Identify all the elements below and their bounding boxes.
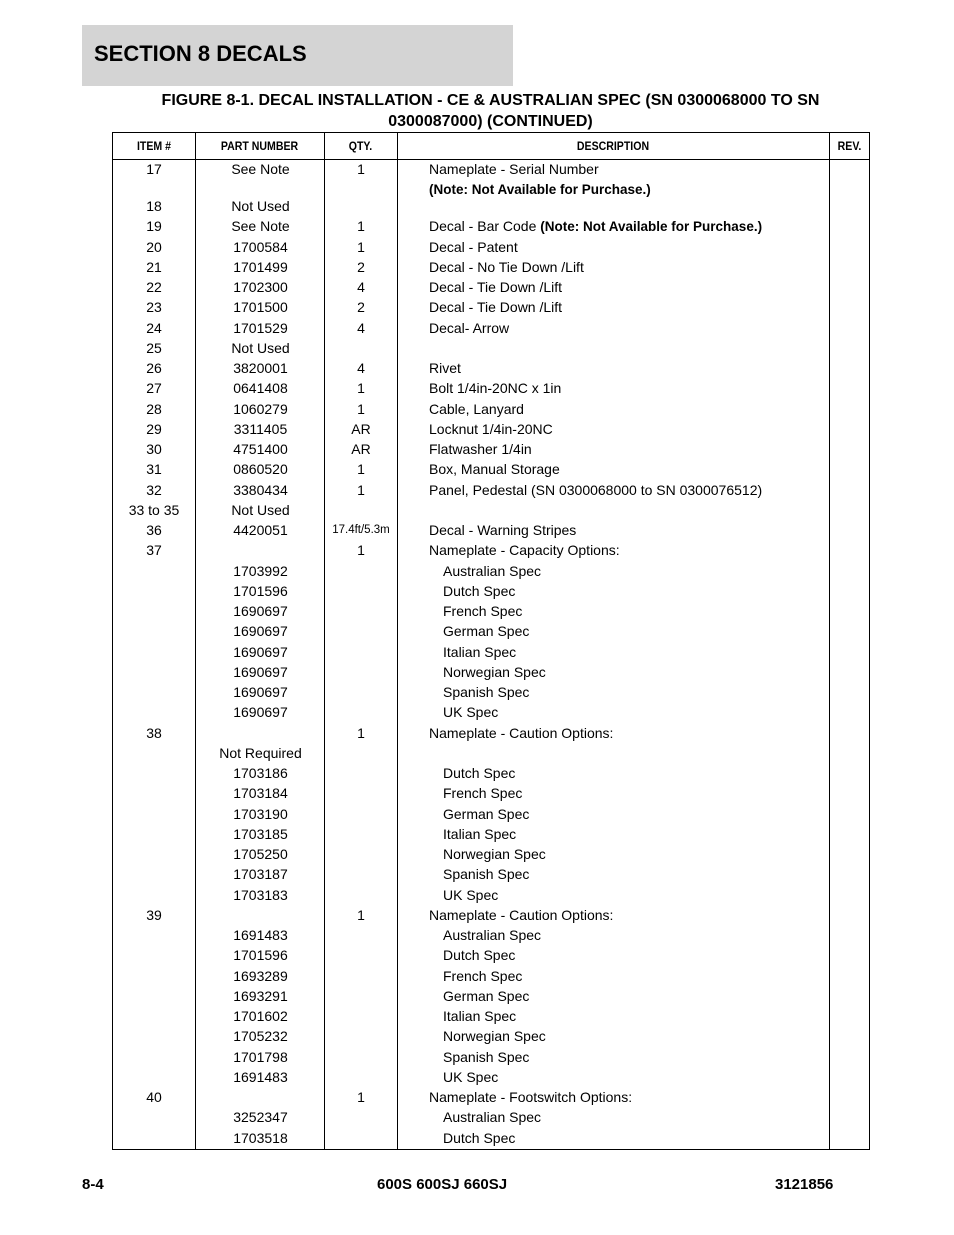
table-row (113, 945, 869, 965)
table-row (113, 520, 869, 540)
description-text: Dutch Spec (443, 1129, 516, 1146)
description (429, 378, 561, 398)
description-text: French Spec (443, 785, 523, 802)
part-number: Not Used (231, 339, 290, 356)
part-number: 1690697 (233, 663, 288, 680)
section-title: SECTION 8 DECALS (94, 41, 307, 66)
quantity: AR (351, 420, 371, 437)
description-text: UK Spec (443, 1068, 499, 1085)
table-row (113, 277, 869, 297)
item-number: 40 (146, 1089, 162, 1105)
description (429, 723, 613, 743)
table-row (113, 601, 869, 621)
table-row (113, 159, 869, 196)
table-row (113, 662, 869, 682)
description-text: Dutch Spec (443, 765, 516, 781)
part-number: 1705232 (233, 1028, 288, 1045)
item-number: 24 (146, 319, 162, 336)
table-row (113, 966, 869, 986)
part-number: 1703183 (233, 886, 288, 903)
description-text: French Spec (443, 967, 523, 984)
description (429, 520, 576, 540)
part-number: 4751400 (233, 441, 288, 457)
description-text: Nameplate - Caution Options: (429, 906, 614, 923)
part-number: 1701596 (233, 582, 288, 599)
table-row (113, 419, 869, 439)
table-row (113, 763, 869, 783)
description-text: Spanish Spec (443, 684, 530, 700)
part-number: 1701499 (233, 258, 288, 275)
description (429, 358, 461, 378)
quantity: 2 (357, 258, 365, 275)
table-row (113, 783, 869, 803)
part-number: 1701596 (233, 947, 288, 964)
part-number: 1701500 (233, 299, 288, 316)
parts-table (112, 132, 870, 1150)
table-row (113, 844, 869, 864)
part-number: 1701602 (233, 1008, 288, 1024)
description-text: German Spec (443, 987, 530, 1004)
description (443, 682, 529, 702)
description-text: UK Spec (443, 704, 499, 721)
quantity: 4 (357, 279, 365, 295)
quantity: 1 (357, 724, 365, 741)
item-number: 28 (146, 400, 162, 417)
quantity: 17.4ft/5.3m (332, 524, 390, 536)
description (429, 540, 620, 560)
description-text: German Spec (443, 623, 530, 640)
part-number: See Note (231, 161, 290, 177)
quantity: 1 (357, 461, 365, 478)
figure-title (112, 90, 869, 132)
table-row (113, 905, 869, 925)
description (429, 480, 762, 500)
description (443, 642, 516, 662)
part-number: 0641408 (233, 380, 288, 397)
item-number: 18 (146, 198, 162, 214)
description-text: Norwegian Spec (443, 1028, 546, 1045)
purchase-note: (Note: Not Available for Purchase.) (429, 182, 651, 197)
table-body (113, 159, 869, 1148)
table-row (113, 196, 869, 216)
table-row (113, 480, 869, 500)
description (443, 864, 529, 884)
item-number: 19 (146, 218, 162, 235)
part-number: 3311405 (233, 420, 288, 437)
table-row (113, 682, 869, 702)
description (443, 621, 529, 641)
description (429, 439, 532, 459)
table-row (113, 338, 869, 358)
description-text: German Spec (443, 805, 530, 822)
description (443, 945, 515, 965)
table-row (113, 621, 869, 641)
part-number: 1701529 (233, 319, 288, 336)
table-row (113, 399, 869, 419)
table-row (113, 581, 869, 601)
table-row (113, 1047, 869, 1067)
description-text: Rivet (429, 360, 461, 376)
description-text: Decal- Arrow (429, 319, 510, 336)
table-row (113, 864, 869, 884)
table-row (113, 743, 869, 763)
part-number: 3380434 (233, 481, 288, 498)
description-text: Decal - Tie Down /Lift (429, 279, 563, 295)
quantity: 1 (357, 1089, 365, 1105)
header-part-number: PART NUMBER (220, 139, 299, 153)
table-row (113, 1006, 869, 1026)
item-number: 26 (146, 360, 162, 376)
description-text: Dutch Spec (443, 947, 516, 964)
description (443, 844, 546, 864)
item-number: 20 (146, 238, 162, 255)
table-row (113, 500, 869, 520)
description-text: Dutch Spec (443, 582, 516, 599)
item-number: 23 (146, 299, 162, 316)
description (429, 459, 560, 479)
table-row (113, 723, 869, 743)
part-number: See Note (231, 218, 290, 235)
description-text: Decal - Tie Down /Lift (429, 299, 563, 316)
part-number: 1703187 (233, 866, 288, 883)
purchase-note: (Note: Not Available for Purchase.) (540, 219, 763, 235)
item-number: 17 (146, 161, 162, 177)
description (443, 1107, 541, 1127)
description (443, 783, 522, 803)
figure-title-line-1: FIGURE 8-1. DECAL INSTALLATION - CE & AUSTRALIAN SPEC (SN 0300068000 TO SN (161, 92, 820, 109)
table-row (113, 216, 869, 236)
description-text: Norwegian Spec (443, 846, 546, 862)
description-text: Australian Spec (443, 927, 542, 943)
description-text: French Spec (443, 603, 523, 619)
table-row (113, 459, 869, 479)
quantity: 1 (357, 161, 365, 177)
description-text: Cable, Lanyard (429, 400, 524, 417)
description (443, 561, 541, 581)
part-number: Not Required (219, 744, 302, 761)
description-text: Spanish Spec (443, 1048, 530, 1065)
part-number: 1703190 (233, 805, 288, 822)
description (443, 804, 529, 824)
part-number: 0860520 (233, 461, 288, 478)
quantity: 1 (357, 400, 365, 417)
description (429, 1087, 632, 1107)
part-number: 1060279 (233, 400, 288, 417)
item-number: 30 (146, 441, 162, 457)
description (443, 1026, 546, 1046)
header-item: ITEM # (136, 139, 172, 153)
description-text: Nameplate - Footswitch Options: (429, 1089, 633, 1105)
description-text: UK Spec (443, 886, 499, 903)
description-text: Nameplate - Caution Options: (429, 724, 614, 741)
description (443, 581, 515, 601)
table-row (113, 885, 869, 905)
part-number: 1690697 (233, 643, 288, 660)
description (429, 905, 613, 925)
part-number: 1703185 (233, 825, 288, 842)
description (443, 1067, 498, 1087)
description (443, 925, 541, 945)
item-number: 38 (146, 724, 162, 741)
part-number: 1690697 (233, 623, 288, 640)
description (429, 297, 562, 317)
quantity: 1 (357, 906, 365, 923)
description (443, 1047, 529, 1067)
quantity: 1 (357, 380, 365, 397)
item-number: 36 (146, 522, 162, 538)
part-number: 1693289 (233, 967, 288, 984)
description-text: Decal - No Tie Down /Lift (429, 258, 584, 275)
item-number: 31 (146, 461, 162, 478)
description-text: Australian Spec (443, 562, 542, 579)
description (429, 318, 509, 338)
part-number: 3252347 (233, 1109, 288, 1126)
part-number: 1690697 (233, 684, 288, 700)
table-row (113, 378, 869, 398)
quantity: 2 (357, 299, 365, 316)
description (443, 601, 522, 621)
table-row (113, 540, 869, 560)
description-text: Italian Spec (443, 1008, 517, 1024)
section-banner (82, 25, 513, 86)
description-text: Nameplate - Capacity Options: (429, 542, 620, 559)
quantity: 4 (357, 360, 365, 376)
description (443, 702, 498, 722)
table-row (113, 804, 869, 824)
part-number: 1705250 (233, 846, 288, 862)
table-row (113, 1087, 869, 1107)
quantity: 1 (357, 238, 365, 255)
table-row (113, 237, 869, 257)
table-row (113, 1026, 869, 1046)
table-row (113, 297, 869, 317)
part-number: 1690697 (233, 704, 288, 721)
description-text: Spanish Spec (443, 866, 530, 883)
description (429, 159, 651, 200)
header-rev: REV. (837, 139, 862, 153)
header-qty: QTY. (348, 139, 373, 153)
item-number: 33 to 35 (128, 501, 180, 518)
item-number: 32 (146, 481, 162, 498)
description-text: Decal - Bar Code (429, 218, 541, 235)
figure-title-line-2: 0300087000) (CONTINUED) (388, 113, 593, 130)
description (443, 1006, 516, 1026)
part-number: 1703186 (233, 765, 288, 781)
description-text: Nameplate - Serial Number (429, 161, 599, 177)
part-number: 1703184 (233, 785, 288, 802)
part-number: 1701798 (233, 1048, 288, 1065)
quantity: 1 (357, 542, 365, 559)
item-number: 21 (146, 258, 162, 275)
item-number: 22 (146, 279, 162, 295)
description (443, 986, 529, 1006)
description (429, 277, 562, 297)
description-text: Flatwasher 1/4in (429, 441, 532, 457)
quantity: AR (351, 441, 371, 457)
description-text: Locknut 1/4in-20NC (429, 420, 553, 437)
quantity: 1 (357, 218, 365, 235)
description-text: Box, Manual Storage (429, 461, 560, 478)
footer-models: 600S 600SJ 660SJ (377, 1176, 508, 1193)
header-description: DESCRIPTION (576, 139, 650, 153)
description (429, 419, 553, 439)
description-text: Panel, Pedestal (SN 0300068000 to SN 0300076512) (429, 481, 763, 498)
table-row (113, 1067, 869, 1087)
description (443, 763, 515, 783)
description (429, 257, 584, 277)
table-row (113, 1128, 869, 1148)
description (429, 237, 518, 257)
footer-doc-number: 3121856 (775, 1176, 834, 1193)
description (443, 885, 498, 905)
description-text: Decal - Patent (429, 238, 518, 255)
item-number: 25 (146, 339, 162, 356)
table-row (113, 925, 869, 945)
table-row (113, 257, 869, 277)
description (443, 824, 516, 844)
table-row (113, 318, 869, 338)
item-number: 27 (146, 380, 162, 397)
part-number: 1703992 (233, 562, 288, 579)
part-number: 1703518 (233, 1129, 288, 1146)
table-row (113, 824, 869, 844)
table-row (113, 702, 869, 722)
quantity: 1 (357, 481, 365, 498)
table-row (113, 642, 869, 662)
description-text: Decal - Warning Stripes (429, 522, 577, 538)
part-number: Not Used (231, 198, 290, 214)
part-number: 1690697 (233, 603, 288, 619)
item-number: 39 (146, 906, 162, 923)
table-header (113, 133, 869, 160)
table-row (113, 561, 869, 581)
description (443, 1128, 515, 1148)
part-number: 1691483 (233, 927, 288, 943)
footer-page-number: 8-4 (82, 1176, 104, 1193)
description-text: Italian Spec (443, 825, 517, 842)
description (443, 662, 546, 682)
part-number: 1691483 (233, 1068, 288, 1085)
description-text: Italian Spec (443, 643, 517, 660)
part-number: 3820001 (233, 360, 288, 376)
table-row (113, 986, 869, 1006)
table-row (113, 358, 869, 378)
table-row (113, 439, 869, 459)
item-number: 37 (146, 542, 162, 559)
part-number: 1693291 (233, 987, 288, 1004)
part-number: 1700584 (233, 238, 288, 255)
part-number: 4420051 (233, 522, 288, 538)
item-number: 29 (146, 420, 162, 437)
table-row (113, 1107, 869, 1127)
part-number: 1702300 (233, 279, 288, 295)
part-number: Not Used (231, 501, 290, 518)
description-text: Bolt 1/4in-20NC x 1in (429, 380, 562, 397)
description-text: Australian Spec (443, 1109, 542, 1126)
description (429, 399, 524, 419)
quantity: 4 (357, 319, 365, 336)
description (443, 966, 522, 986)
description (429, 216, 762, 237)
description-text: Norwegian Spec (443, 663, 546, 680)
